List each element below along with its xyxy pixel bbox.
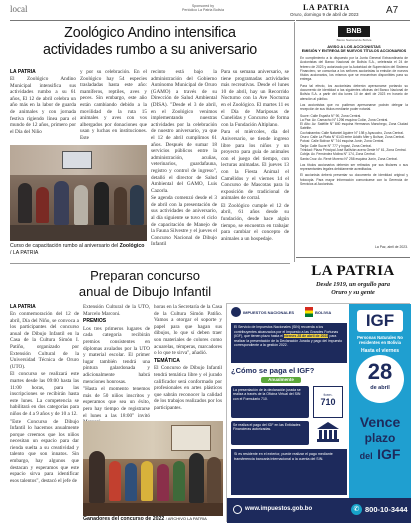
bnb-p3: Los accionistas que no pudieran apersonarse podrán delegar la recepción de sus títulos mediante poder notarial. xyxy=(300,102,408,112)
article1-caption xyxy=(10,243,147,256)
bnb-logo xyxy=(338,26,370,37)
sponsor-line-1: Sponsored by xyxy=(191,4,215,8)
igf-bank-note xyxy=(231,449,347,495)
igf-step-1 xyxy=(231,386,309,418)
globe-icon xyxy=(233,505,242,514)
article2-col2b-text: Los tres primeros lugares de cada categoría recibirán premios consistentes en diplomas avalados por la UTO y material escolar. El primer lugar también tendrá una pintura galardonada y adicionalmente habrá menciones honrosas. xyxy=(83,325,150,385)
igf-month: de abril xyxy=(370,385,390,391)
promo-masthead: LA PATRIA xyxy=(311,263,395,279)
form-number: 710 xyxy=(320,397,336,407)
bank-pillars xyxy=(319,430,337,439)
article1-col3b-text: Se agenda comenzó desde el 3 de abril con la presentación de sus actividades de aniversario, al día siguiente se tuvo el ciclo de capacitación de Manejo de la Fauna Silvestre y el jueves el Concurso Nacional de Dibujo Infantil xyxy=(151,195,217,248)
caption2-credit: / ARCHIVO LA PATRIA xyxy=(165,516,207,521)
article1-photo xyxy=(10,145,147,241)
photo2-person-8 xyxy=(207,457,221,503)
article2-col3b-text: El Concurso de Dibujo Infantil tendrá temática libre y el jurado calificador será conformado por profesionales en artes plásticos que sabrán reconocer la calidad de los trabajos realizados por los participantes. xyxy=(154,365,222,411)
bnb-office: Potosí: Calle Bolívar N° 744 esquina Junín, Zona Central. xyxy=(300,139,385,144)
article1-title xyxy=(10,25,290,59)
column-divider xyxy=(294,22,295,262)
article1-title-line2: actividades rumbo a su aniversario xyxy=(42,42,258,58)
igf-ad xyxy=(226,303,410,522)
article1-col1-text: El Zoológico Andino Municipal intensifica sus actividades rumbo a su 61 años, El 12 de abril celebra un año más en la labor de guarda de animales y con jornada festiva rigiendo línea para el mundo de 12 años, primero por el Día del Niño xyxy=(10,76,76,135)
bnb-notice-title: AVISO A LOS ACCIONISTAS xyxy=(327,44,381,49)
bnb-office: Trinidad: Plaza Principal José Ballivián acera Oeste N° 61, Zona Central. xyxy=(300,147,407,152)
sin-agency-name: IMPUESTOS NACIONALES xyxy=(243,310,295,315)
article1-source: LA PATRIA xyxy=(10,69,36,75)
igf-website: www.impuestos.gob.bo xyxy=(245,506,313,512)
igf-date-circle xyxy=(356,355,404,403)
bnb-signoff: La Paz, abril de 2023. xyxy=(375,245,408,249)
article2-col3-head: TEMÁTICA xyxy=(154,357,180,364)
bnb-p1: En cumplimiento a lo dispuesto por la Junta General Extraordinaria de Accionistas del Banco Nacional de Bolivia S.A., celebrada el 24 de febrero de 2023 y autorizado por la Autoridad de Supervisión del Sistema Financiero, se comunica a los señores accionistas la emisión de nuevos títulos accionarios, los mismos que se encuentran disponibles para su entrega. xyxy=(300,56,408,82)
article1-col4b-text: Para el miércoles, día del Aniversario, se tiende ingreso libre para los niños y un proyecto para guía de animales con el juego del tiempo, con lecturas animadas. El jueves 13 con la Fiesta Animal el Camélidos y el viernes 14 el Concurso de Mascotas para la exposición de tradicional de animales de corral. xyxy=(221,129,289,202)
caption1-bold: Zoológico xyxy=(119,243,145,249)
header-masthead: LA PATRIA xyxy=(303,3,350,12)
photo-person-1 xyxy=(18,183,32,223)
article1-col4c-text: El Zoológico cumple el 12 de abril, 61 años desde su fundación, desde hace algún tiempo, se encuentra en trabajar para cambiar el concepto de animales a un hospedaje. xyxy=(221,202,289,242)
igf-phone: 800-10-3444 xyxy=(365,505,408,514)
igf-day: 28 xyxy=(367,359,393,384)
igf-badge-text: IGF xyxy=(365,311,395,330)
article2-col1c-text: "Este Concurso de Dibujo Infantil lo hacemos anualmente porque creemos que los niños necesitan un espacio para dar rienda suelta a su creatividad y talento que son innatos. Sin embargo, hay algunos que destacan y esperamos que este espacio sirva para identificar esos talentos", destacó el jefe de xyxy=(10,418,79,484)
bnb-logo-sub: Banco Nacional de Bolivia xyxy=(336,38,372,42)
igf-body-box xyxy=(231,323,347,363)
igf-hasta: Hasta el viernes xyxy=(360,348,400,354)
article2-title-line2: anual de Dibujo Infantil xyxy=(78,283,212,299)
article2-col3-text: horas en la Secretaría de la Casa de la Cultura Simón Patiño. Vamos a otorgar el soporte y papel para que hagan sus dibujos, lo que sí deben traer son materiales de colores como acuarelas, témperas, marcadores o lo que te sirva", añadió. xyxy=(154,304,222,357)
caption1-text: Curso de capacitación rumbo al aniversario del xyxy=(10,243,119,249)
bolivia-label: BOLIVIA xyxy=(315,310,332,315)
photo2-person-6 xyxy=(173,461,185,501)
bnb-office: Cochabamba: Calle Nataniel Aguirre N° 198 y Ayacucho, Zona Central. xyxy=(300,130,404,135)
igf-igf: IGF xyxy=(377,446,401,462)
sponsor-line xyxy=(173,4,233,13)
article1-col4-text: Para su semana aniversario, se tiene programadas actividades más recreativas. Desde el lunes 10 de abril, hay un Recorrido Nocturno con la Ave Nocturna en el Zoológico. El martes 11 es el Día de Mariposas de Cunelidas y Concurso de forma con la Fundación Altiplano. xyxy=(221,69,289,128)
bnb-notice-subtitle: EMISIÓN Y ENTREGA DE NUEVOS TÍTULOS ACCIONARIOS xyxy=(301,49,407,53)
article1-col1 xyxy=(10,76,76,142)
bank-icon xyxy=(317,422,339,442)
sponsor-line-2: Periódico La Patria Bolivia xyxy=(182,8,224,13)
igf-badge xyxy=(357,310,403,332)
header-divider-left xyxy=(10,20,295,21)
article2-col1b-text: El concurso se realizará este martes desde las 09:00 hasta las 11:00 horas, para las inscripciones se recibirán hasta este lunes. La competencia se habilitará en dos categorías para niños de 4 a 9 años y de 10 a 12. xyxy=(10,371,79,417)
igf-step-2 xyxy=(231,421,309,445)
bnb-logo-text: BNB xyxy=(346,28,362,35)
photo-person-6 xyxy=(114,187,127,225)
article2-col3 xyxy=(154,304,222,418)
bnb-office: La Paz: Av. Camacho N° 1296 esquina Colón, Zona Central. xyxy=(300,117,389,122)
photo2-person-5 xyxy=(157,464,169,501)
bnb-p5: El accionista deberá presentar su documento de identidad original y fotocopia. Para mayor información comunicarse con la Gerencia de Servicios al Accionista. xyxy=(300,173,408,187)
phone-icon: ✆ xyxy=(351,504,362,515)
article2-col2-text: Extensión Cultural de la UTO, Marcelo Marconi. xyxy=(83,304,150,317)
photo2-floor xyxy=(83,503,223,516)
igf-como-heading: ¿Cómo se paga el IGF? xyxy=(231,366,315,375)
bnb-office: Cobija: Av. Fernández Molina N° 174, Zona Central. xyxy=(300,152,376,157)
article2-caption xyxy=(83,516,233,523)
igf-footer xyxy=(227,498,411,523)
promo-slogan-1: Desde 1919, un orgullo para xyxy=(316,281,390,288)
article1-col2-text: y por su celebración. En el Zoológico hay 54 especies trasladadas hasta este año: mamíferos, reptiles, aves y peces. Sin embargo, este año están cambiando debido a la movilidad de la ruta 15 animales y aves con vos albergados por donaciones que usan y luchas en instituciones. Este xyxy=(80,69,147,141)
igf-body-2: para realizar la presentación de la Declaración Jurada y pago del impuesto correspondiente a la gestión 2022. xyxy=(234,334,343,347)
article2-col2c-text: "Hasta el momento tenemos más de 50 niños inscritos y esperamos que sea un éxito, pero hay tiempo de registrarse el lunes a las 18:00" invitó xyxy=(83,386,150,419)
header-divider-right xyxy=(296,20,410,21)
igf-plazo: plazo xyxy=(364,431,396,445)
bnb-notice-body xyxy=(300,56,408,246)
bank-roof xyxy=(317,422,339,429)
photo-person-5 xyxy=(94,182,109,226)
photo-screen xyxy=(62,151,92,169)
igf-badge-panel xyxy=(349,304,411,523)
section-label: local xyxy=(10,4,28,14)
photo2-window xyxy=(171,425,211,451)
promo-box xyxy=(296,257,410,301)
form-710-icon xyxy=(313,386,343,418)
article2-source: LA PATRIA xyxy=(10,304,36,310)
igf-bank-note-text: Si es residente en el exterior, puede realizar el pago mediante transferencia bancaria internacional a la cuenta del SIN. xyxy=(234,452,333,461)
article1-col3 xyxy=(151,69,217,267)
section-divider xyxy=(10,263,290,264)
bnb-office: Sucre: Calle España N° 90, Zona Central. xyxy=(300,113,362,118)
bank-base xyxy=(317,439,339,442)
photo2-person-7 xyxy=(189,453,204,503)
article2-title-line1: Preparan concurso xyxy=(90,268,200,283)
igf-anual: Anualmente xyxy=(261,377,301,383)
header-date: Oruro, domingo 9 de abril de 2023 xyxy=(290,12,359,17)
article1-title-line1: Zoológico Andino intensifica xyxy=(64,25,236,41)
igf-body-1: El Servicio de Impuestos Nacionales (SIN) recuerda a los contribuyentes alcanzados por el Impuesto a las Grandes Fortunas (IGF), que tienen plazo hasta el xyxy=(234,325,339,338)
bolivia-emblem-icon xyxy=(305,307,313,317)
bnb-p2: Para tal efecto, los accionistas deberán apersonarse portando su documento de identidad a las siguientes oficinas del Banco Nacional de Bolivia S.A. a partir del día lunes 10 de abril de 2023 en horario de atención al público. xyxy=(300,83,408,101)
igf-step-2-text: Se realiza el pago del IGF en las Entidades Financieras autorizadas. xyxy=(233,423,301,432)
bnb-office-list xyxy=(300,114,408,161)
bnb-notice xyxy=(298,22,410,254)
photo-floor xyxy=(10,225,147,241)
photo2-person-4 xyxy=(141,461,153,501)
article1-col4 xyxy=(221,69,289,267)
photo2-person-1 xyxy=(89,451,105,503)
igf-badge-sub: Personas Naturales No residentes en Bolivia xyxy=(357,335,403,345)
caption2-bold: Ganadores del concurso de 2022 xyxy=(83,516,165,522)
igf-del-line xyxy=(349,446,411,464)
caption1-credit: / LA PATRIA xyxy=(10,249,39,256)
photo-person-3 xyxy=(54,181,69,225)
article2-title xyxy=(10,268,280,299)
igf-body-date: viernes 28 de abril de 2023 xyxy=(284,334,329,338)
article2-col1-text: En conmemoración del 12 de abril, Día del Niño, se convoca a los participantes del concurso anual de Dibujo Infantil en la Casa de la Cultura Simón I. Patiño, organizado por Extensión Cultural de la Universidad Técnica de Oruro (UTO). xyxy=(10,311,79,370)
bnb-office: Oruro: Calle La Plata N° 6143 entre Adolfo Mier y Bolívar, Zona Central. xyxy=(300,135,405,140)
photo2-person-2 xyxy=(109,461,121,501)
article2-col1 xyxy=(10,311,79,523)
igf-del: del xyxy=(359,451,373,461)
article2-col2-head: PREMIOS xyxy=(83,318,107,325)
bnb-office: Tarija: Calle Sucre N° 777 y Ingavi, Zona Central. xyxy=(300,143,372,148)
promo-slogan-2: Oruro y su gente xyxy=(331,289,375,296)
photo-person-2 xyxy=(36,187,49,223)
igf-step-1-text: La presentación de la declaración jurada se realiza a través de la Oficina Virtual del SIN con el Formulario 710. xyxy=(233,388,301,401)
photo2-person-3 xyxy=(125,463,137,501)
article2-photo xyxy=(83,421,223,516)
sin-logo-icon xyxy=(231,307,241,317)
form-label: form. xyxy=(323,392,333,397)
igf-vence: Vence xyxy=(359,414,401,430)
article1-col2 xyxy=(80,69,147,142)
article2-col2 xyxy=(83,304,150,418)
page-number: A7 xyxy=(386,5,399,16)
bnb-p4: Los títulos accionarios deberán ser retirados por sus titulares o sus representantes legales debidamente acreditados. xyxy=(300,162,408,172)
photo-person-4 xyxy=(74,185,88,225)
photo-person-7 xyxy=(130,185,144,225)
bnb-office: Santa Cruz: Av. René Moreno N° 258 esquina Junín, Zona Central. xyxy=(300,156,398,161)
article1-col3-text: recinto está bajo la administración del Gobierno Autónomo Municipal de Oruro (GAMO) a través de su Dirección de Salud Ambiental (DISA). "Desde el 3 de abril, en el Zoológico venimos implementando nuestras actividades por la celebración de nuestro aniversario, ya que el 12 de abril cumplimos 61 años. Después de sumar 18 servicios públicos entre la administración, acuñas, veterinarios, guardafauna, registro y control de ingreso", detalló el director de Salud Ambiental del GAMO, Luis Cazorla. xyxy=(151,69,217,194)
bnb-office: El Alto: Av. Satélite N° 840 esquina Hermanos Manchego, Zona Ciudad Satélite. xyxy=(300,122,408,131)
